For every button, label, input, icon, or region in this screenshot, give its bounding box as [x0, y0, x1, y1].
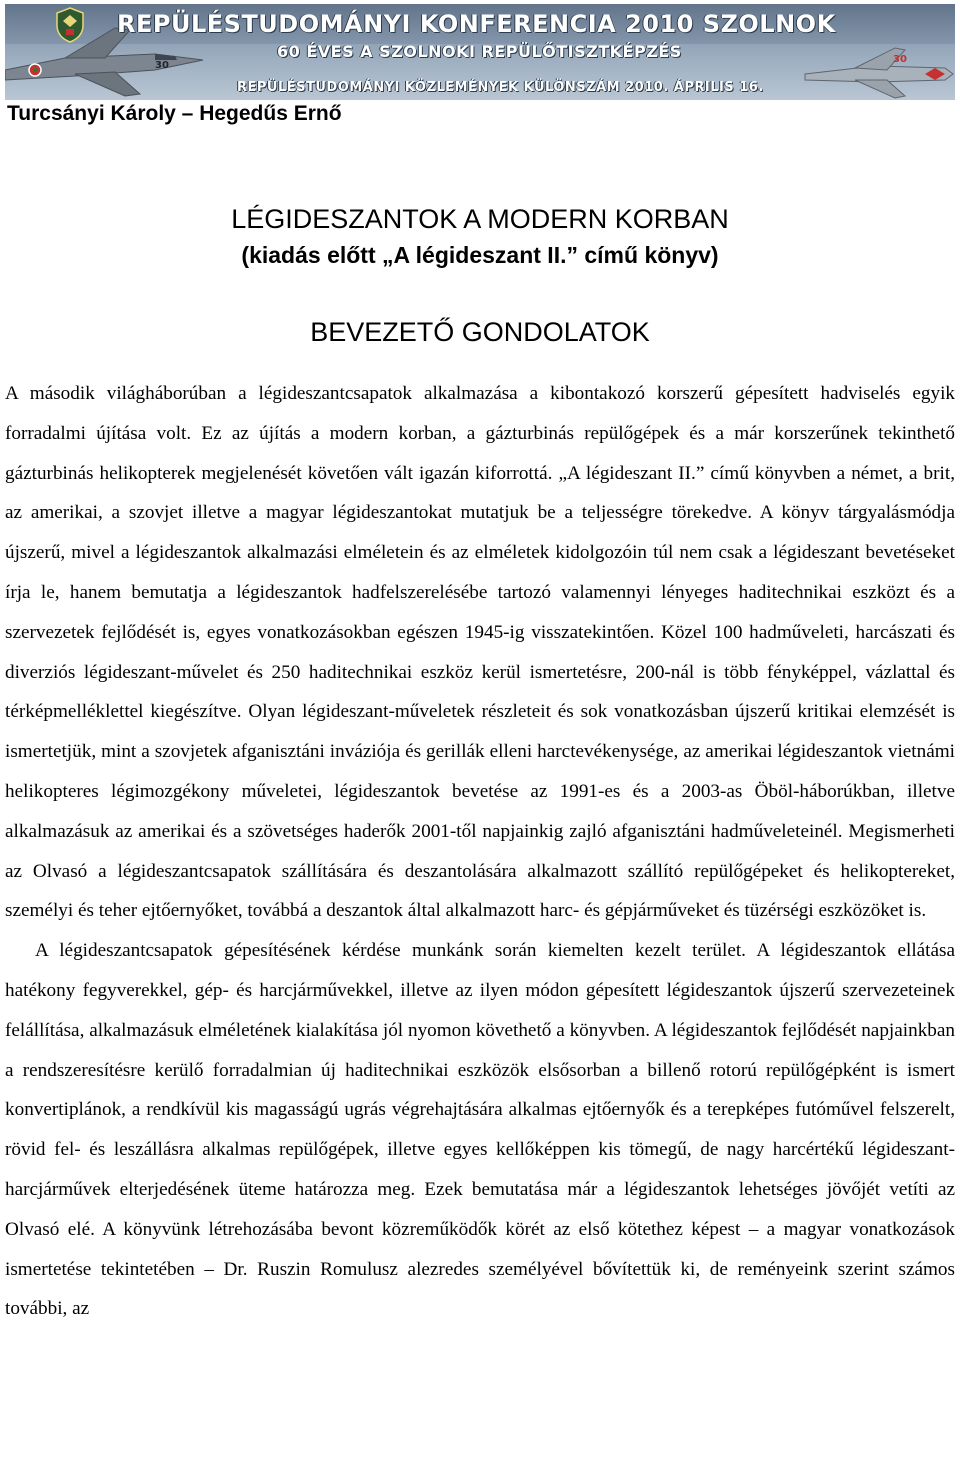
banner-issue-line: REPÜLÉSTUDOMÁNYI KÖZLEMÉNYEK KÜLÖNSZÁM 2010. ÁPRILIS 16. — [237, 80, 764, 95]
article-body — [5, 374, 955, 1329]
body-paragraph: A második világháborúban a légideszantcsapatok alkalmazása a kibontakozó korszerű gépesített hadviselés egyik forradalmi újítása volt. Ez az újítás a modern korban, a gázturbinás repülőgépek és a már korszerűnek tekinthető gázturbinás helikopterek megjelenését követően vált igazán kiforrottá. „A légideszant II.” című könyvben a német, a brit, az amerikai, a szovjet illetve a magyar légideszantokat mutatjuk be a teljességre törekedve. A könyv tárgyalásmódja újszerű, mivel a légideszantok alkalmazási elméletein és az elméletek kidolgozóin túl nem csak a légideszant bevetéseket írja le, hanem bemutatja a légideszantok hadfelszerelésébe tartozó valamennyi lényeges haditechnikai eszközt és a szervezetek fejlődését is, egyes vonatkozásokban egészen 1945-ig visszatekintően. Közel 100 hadműveleti, harcászati és diverziós légideszant-művelet és 250 haditechnikai eszköz kerül ismertetésre, 200-nál is több fényképpel, vázlattal és térképmelléklettel kiegészítve. Olyan légideszant-műveletek részleteit és sok vonatkozásban újszerű kritikai elemzését is ismertetjük, mint a szovjetek afganisztáni inváziója és gerillák elleni harctevékenysége, az amerikai légideszantok vietnámi helikopteres légimozgékony műveletei, légideszantok bevetése az 1991-es és a 2003-as Öböl-háborúkban, illetve alkalmazásuk az amerikai és a szövetséges haderők 2001-től napjainkig zajló afganisztáni hadműveleteinél. Megismerheti az Olvasó a légideszantcsapatok szállítására és deszantolására alkalmazott szállító repülőgépeket és helikoptereket, személyi és teher ejtőernyőket, továbbá a deszantok által alkalmazott harc- és gépjárműveket és tüzérségi eszközöket is. — [5, 383, 955, 922]
authors: Turcsányi Károly – Hegedűs Ernő — [7, 102, 342, 125]
section-heading: BEVEZETŐ GONDOLATOK — [310, 317, 650, 347]
body-paragraph: A légideszantcsapatok gépesítésének kérdése munkánk során kiemelten kezelt terület. A légideszantok ellátása hatékony fegyverekkel, gép- és harcjárművekkel, illetve az ilyen módon gépesített légideszantok újszerű szervezeteinek felállítása, alkalmazásuk elméletének kialakítása jól nyomon követhető a könyvben. A légideszantok fejlődését napjainkban a rendszeresítésre kerülő forradalmian új haditechnikai eszközök elsősorban a billenő rotorú repülőgépként is ismert konvertiplánok, a rendkívül kis magasságú ugrás végrehajtására alkalmas ejtőernyők és a terepképes futóművel felszerelt, rövid fel- és leszállásra alkalmas repülőgépek, illetve egyes kellőképpen kis tömegű, de nagy harcértékű légideszant-harcjárművek elterjedésének üteme határozza meg. Ezek bemutatása már a légideszantok lehetséges jövőjét vetíti az Olvasó elé. A könyvünk létrehozásába bevont közreműködők körét az első kötethez képest – a magyar vonatkozások ismertetése tekintetében – Dr. Ruszin Romulusz alezredes személyével bővítettük ki, de reményeink szerint számos további, az — [5, 940, 955, 1320]
banner-conference-title: REPÜLÉSTUDOMÁNYI KONFERENCIA 2010 SZOLNOK — [117, 10, 836, 38]
article-subtitle: (kiadás előtt „A légideszant II.” című könyv) — [241, 242, 719, 268]
article-title: LÉGIDESZANTOK A MODERN KORBAN — [231, 204, 729, 234]
conference-banner — [5, 4, 955, 100]
plane-right-number: 30 — [893, 54, 907, 65]
plane-left-number: 30 — [155, 60, 169, 71]
mig-jet-image — [795, 40, 955, 100]
banner-anniversary-subtitle: 60 ÉVES A SZOLNOKI REPÜLŐTISZTKÉPZÉS — [277, 42, 682, 61]
